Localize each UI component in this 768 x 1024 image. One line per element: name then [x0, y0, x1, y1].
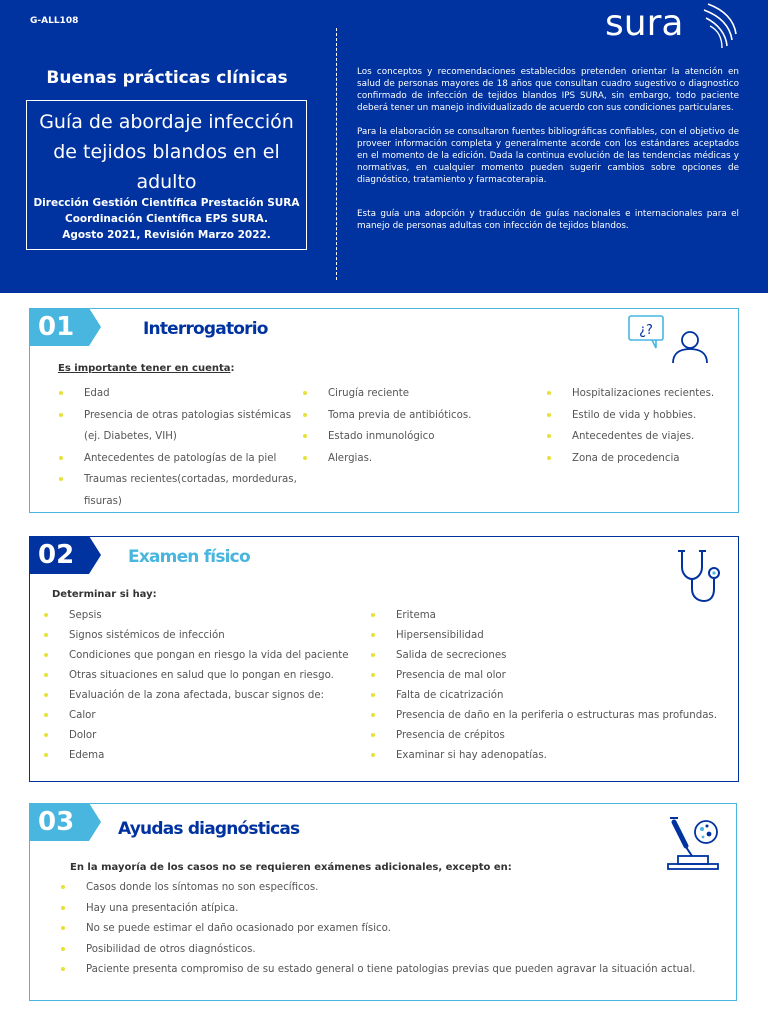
section-number: 01: [29, 308, 89, 346]
list-item: Cirugía reciente: [303, 383, 523, 405]
list-item: Eritema: [371, 606, 731, 626]
subtitle-line: Agosto 2021, Revisión Marzo 2022.: [62, 229, 271, 241]
section-number: 02: [29, 536, 89, 574]
list-item: Edad: [59, 383, 309, 405]
guide-subtitle: [27, 195, 306, 243]
section-examen-fisico: [29, 536, 739, 782]
list-item-continuation: [59, 426, 309, 448]
list-item: Hipersensibilidad: [371, 626, 731, 646]
guide-title: Guía de abordaje infección de tejidos blandos en el adulto: [39, 111, 294, 193]
intro-text: [357, 66, 739, 244]
list-item: No se puede estimar el daño ocasionado por examen físico.: [61, 919, 721, 940]
microscope-icon: [664, 816, 722, 872]
section-ayudas-diagnosticas: [29, 803, 737, 1001]
list-item: Presencia de daño en la periferia o estructuras mas profundas.: [371, 706, 731, 726]
list-item: Posibilidad de otros diagnósticos.: [61, 940, 721, 961]
list-item: Presencia de otras patologias sistémicas: [59, 405, 309, 427]
sura-wing-icon: [702, 2, 740, 50]
list-item: Dolor: [44, 726, 364, 746]
list-item: Calor: [44, 706, 364, 726]
header-banner: [0, 0, 768, 293]
section-number: 03: [29, 803, 89, 841]
list-item: Casos donde los síntomas no son específicos.: [61, 878, 721, 899]
intro-paragraph: Esta guía una adopción y traducción de guías nacionales e internacionales para el manejo de personas adultas con infección de tejidos blandos.: [357, 209, 739, 231]
checklist-column: [303, 383, 523, 469]
section-intro: [58, 363, 235, 374]
list-item: Traumas recientes(cortadas, mordeduras,: [59, 469, 309, 491]
section-intro: En la mayoría de los casos no se requieren exámenes adicionales, excepto en:: [70, 862, 512, 873]
list-item: Evaluación de la zona afectada, buscar signos de:: [44, 686, 364, 706]
section-title: Ayudas diagnósticas: [118, 819, 300, 839]
stethoscope-icon: [676, 547, 722, 605]
checklist-column: [371, 606, 731, 766]
checklist-column: [44, 606, 364, 766]
divider: [336, 28, 337, 280]
section-intro-suffix: :: [230, 363, 235, 374]
list-item: Alergias.: [303, 448, 523, 470]
list-item: Examinar si hay adenopatías.: [371, 746, 731, 766]
section-title: Examen físico: [128, 547, 250, 567]
section-interrogatorio: [29, 308, 739, 513]
document-code: G-ALL108: [30, 16, 79, 26]
page-title: Buenas prácticas clínicas: [46, 68, 288, 88]
svg-text:¿?: ¿?: [639, 323, 653, 338]
section-intro-text: Es importante tener en cuenta: [58, 363, 231, 374]
sura-logo: [605, 2, 740, 52]
section-number-arrow: [89, 803, 101, 841]
checklist-column: [61, 878, 721, 981]
intro-paragraph: Para la elaboración se consultaron fuentes bibliográficas confiables, con el objetivo de proveer información completa y generalmente acorde con los estándares aceptados en el momento de la edición. Dada la continua evolución de las tendencias médicas y normativas, en cualquier momento pueden sugerir cambios sobre opciones de diagnóstico, tratamiento y farmacoterapia.: [357, 127, 739, 185]
section-number-arrow: [89, 536, 101, 574]
list-item-continuation: [59, 491, 309, 513]
list-item: Presencia de mal olor: [371, 666, 731, 686]
list-item: Estilo de vida y hobbies.: [547, 405, 737, 427]
list-item: Hospitalizaciones recientes.: [547, 383, 737, 405]
checklist-column: [59, 383, 309, 512]
list-item: Signos sistémicos de infección: [44, 626, 364, 646]
subtitle-line: Coordinación Científica EPS SURA.: [65, 213, 268, 225]
list-item: Presencia de crépitos: [371, 726, 731, 746]
list-item: Hay una presentación atípica.: [61, 899, 721, 920]
section-number-arrow: [89, 308, 101, 346]
list-item: Estado inmunológico: [303, 426, 523, 448]
list-item: Paciente presenta compromiso de su estado general o tiene patologias previas que pueden agravar la situación actual.: [61, 960, 721, 981]
list-item: Zona de procedencia: [547, 448, 737, 470]
checklist-column: [547, 383, 737, 469]
section-title: Interrogatorio: [143, 319, 268, 339]
list-item: Falta de cicatrización: [371, 686, 731, 706]
list-item-text: (ej. Diabetes, VIH): [84, 431, 177, 442]
list-item: Antecedentes de patologías de la piel: [59, 448, 309, 470]
list-item: Otras situaciones en salud que lo pongan en riesgo.: [44, 666, 364, 686]
section-intro: Determinar si hay:: [52, 589, 157, 600]
list-item: Condiciones que pongan en riesgo la vida del paciente: [44, 646, 364, 666]
question-person-icon: [628, 315, 714, 367]
list-item: Sepsis: [44, 606, 364, 626]
list-item: Salida de secreciones: [371, 646, 731, 666]
list-item-text: fisuras): [84, 495, 122, 507]
brand-name: sura: [605, 3, 684, 44]
intro-paragraph: Los conceptos y recomendaciones establecidos pretenden orientar la atención en salud de personas mayores de 18 años que consultan cuadro sugestivo o diagnostico confirmado de infección de tejidos blandos IPS SURA, sin embargo, todo paciente deberá tener un manejo individualizado de acuerdo con sus condiciones particulares.: [357, 67, 739, 113]
list-item: Antecedentes de viajes.: [547, 426, 737, 448]
guide-title-box: [26, 100, 307, 250]
list-item: Toma previa de antibióticos.: [303, 405, 523, 427]
list-item: Edema: [44, 746, 364, 766]
subtitle-line: Dirección Gestión Científica Prestación SURA: [33, 197, 300, 209]
